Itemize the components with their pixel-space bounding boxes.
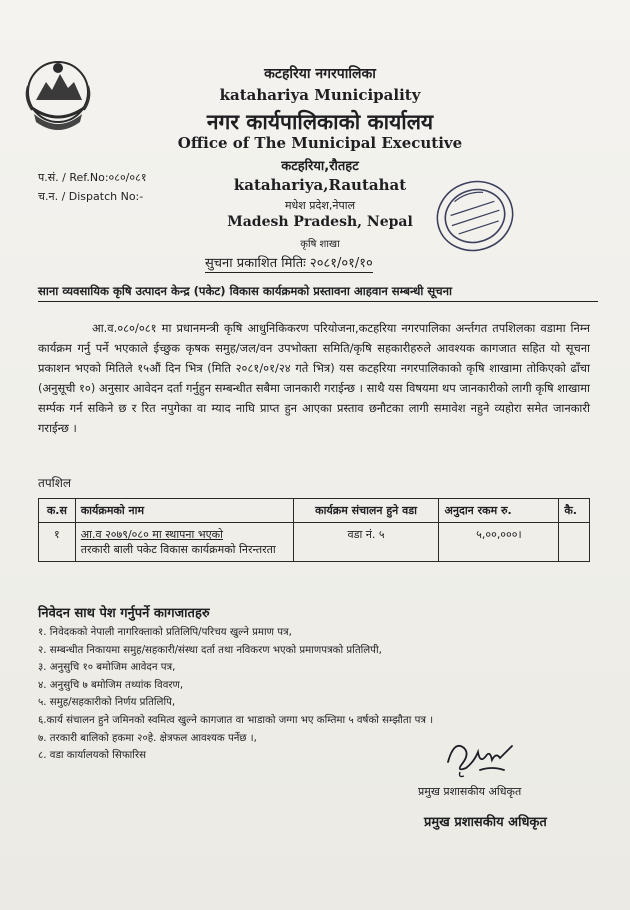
province-np: मधेश प्रदेश,नेपाल	[284, 199, 356, 212]
program-name-rest: तरकारी बाली पकेट विकास कार्यक्रमको निरन्तरता	[80, 543, 276, 556]
cell-ward: वडा नं. ५	[293, 523, 439, 562]
office-stamp-icon	[430, 172, 520, 260]
office-name-np: नगर कार्यपालिकाको कार्यालय	[206, 110, 434, 134]
col-program-name: कार्यक्रमको नाम	[75, 499, 293, 523]
office-name-en: Office of The Municipal Executive	[177, 134, 463, 152]
cell-serial: १	[39, 523, 76, 562]
cell-program-name	[75, 523, 293, 562]
col-remarks: कै.	[559, 499, 590, 523]
program-name-underlined: आ.व २०७९/०८० मा स्थापना भएको	[80, 528, 223, 541]
list-item: २. सम्बन्धीत निकायमा समुह/सहकारी/संस्था दर्ता तथा नविकरण भएको प्रमाणपत्रको प्रतिलिपी,	[38, 644, 382, 656]
list-item: ५. समुह/सहकारीको निर्णय प्रतिलिपि,	[38, 697, 176, 709]
cell-amount: ५,००,०००।	[439, 523, 559, 562]
signatory-title-small: प्रमुख प्रशासकीय अधिकृत	[418, 785, 522, 798]
municipality-name-en: katahariya Municipality	[219, 86, 421, 104]
list-item: ७. तरकारी बालिको हकमा २०हे. क्षेत्रफल आवश्यक पर्नेछ ।,	[38, 732, 257, 744]
notice-body: आ.व.०८०/०८१ मा प्रधानमन्त्री कृषि आधुनिकिकरण परियोजना,कटहरिया नगरपालिका अर्न्तगत तपशिलका वडामा निम्न कार्यक्रम गर्नु पर्ने भएकाले ईच्छुक कृषक समुह/जल/वन उपभोक्ता समिति/कृषि सहकारीहरुले आवश्यक कागजात सहित यो सूचना प्रकाशन भएको मितिले १५औं दिन भित्र (मिति २०८१/०१/२४ गते भित्र) यस कटहरिया नगरपालिकाको कृषि शाखामा तोकिएको ढाँचा (अनुसूची १०) अनुसार आवेदन दर्ता गर्नुहुन सम्बन्धीत सबैमा जानकारी गराईन्छ । साथै यस विषयमा थप जानकारीको लागी कृषि शाखामा सर्म्पक गर्न सकिने छ र रित नपुगेका वा म्याद नाघि प्राप्त हुन आएका प्रस्ताव छनौटका लागी समावेश नहुने व्यहोरा समेत जानकारी गराईन्छ ।	[38, 321, 590, 435]
province-en: Madesh Pradesh, Nepal	[227, 214, 413, 230]
details-label: तपशिल	[38, 476, 72, 490]
col-grant-amount: अनुदान रकम रु.	[439, 499, 559, 523]
list-item: ८. वडा कार्यालयको सिफारिस	[38, 750, 147, 762]
department-label: कृषि शाखा	[300, 239, 340, 250]
table-header-row	[39, 499, 590, 523]
nepal-emblem-icon	[22, 52, 94, 136]
list-item: १. निवेदकको नेपाली नागरिक्ताको प्रतिलिपि/परिचय खुल्ने प्रमाण पत्र,	[38, 627, 292, 638]
notice-publish-date: सुचना प्रकाशित मितिः २०८१/०१/१०	[205, 253, 373, 273]
signature-icon	[440, 732, 530, 780]
address-en: katahariya,Rautahat	[233, 176, 407, 194]
address-np: कटहरिया,रौतहट	[281, 159, 359, 174]
col-ward: कार्यक्रम संचालन हुने वडा	[293, 499, 439, 523]
list-item: ४. अनुसुचि ७ बमोजिम तथ्यांक विवरण,	[38, 679, 184, 691]
reference-number: प.सं. / Ref.No:०८०/०८१	[38, 171, 147, 184]
required-documents-title: निवेदन साथ पेश गर्नुपर्ने कागजातहरु	[38, 606, 210, 621]
col-serial: क.स	[39, 499, 76, 523]
table-row	[39, 523, 590, 562]
program-table	[38, 498, 590, 562]
municipality-name-np: कटहरिया नगरपालिका	[264, 66, 376, 82]
dispatch-number: च.न. / Dispatch No:-	[38, 190, 144, 203]
signatory-title-large: प्रमुख प्रशासकीय अधिकृत	[424, 815, 547, 830]
list-item: ६.कार्य संचालन हुने जमिनको स्वमित्व खुल्ने कागजात वा भाडाको जग्गा भए कम्तिमा ५ वर्षको सम्झौता पत्र ।	[38, 714, 434, 726]
notice-subject: साना व्यवसायिक कृषि उत्पादन केन्द्र (पकेट) विकास कार्यक्रमको प्रस्तावना आहवान सम्बन्धी सूचना	[38, 284, 598, 302]
cell-remarks	[559, 523, 590, 562]
list-item: ३. अनुसुचि १० बमोजिम आवेदन पत्र,	[38, 662, 176, 674]
